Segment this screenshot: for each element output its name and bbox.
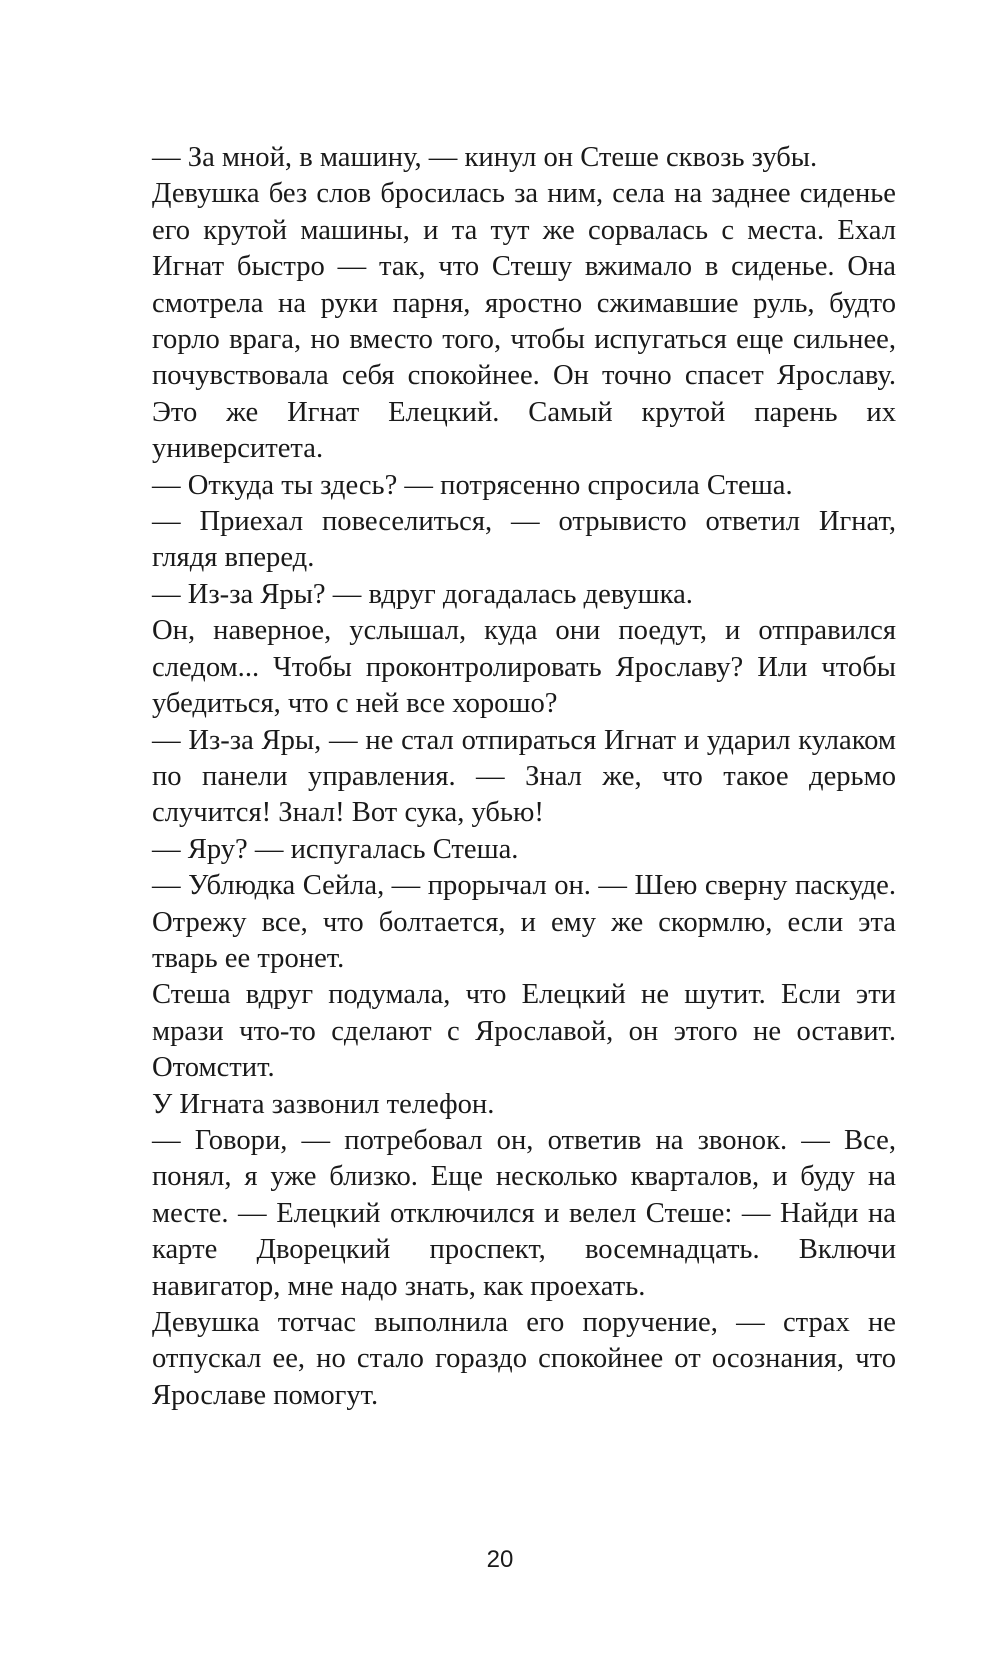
paragraph: — Приехал повеселиться, — отрывисто ответил Игнат, глядя вперед. — [152, 506, 896, 574]
paragraph: — Откуда ты здесь? — потрясенно спросила Стеша. — [152, 469, 793, 501]
page-number: 20 — [486, 1546, 514, 1573]
paragraph: — Говори, — потребовал он, ответив на звонок. — Все, понял, я уже близко. Еще несколько кварталов, и буду на месте. — Елецкий отключился и велел Стеше: — Найди на карте Дворецкий проспект, восемнадцать. Включи навигатор, мне надо знать, как проехать. — [152, 1124, 896, 1302]
paragraph: — За мной, в машину, — кинул он Стеше сквозь зубы. — [152, 142, 818, 173]
paragraph: Стеша вдруг подумала, что Елецкий не шутит. Если эти мрази что-то сделают с Ярославой, он этого не оставит. Отомстит. — [152, 979, 896, 1084]
paragraph: — Яру? — испугалась Стеша. — [152, 833, 519, 865]
paragraph: Девушка тотчас выполнила его поручение, — страх не отпускал ее, но стало гораздо спокойнее от осознания, что Ярославе помогут. — [152, 1307, 896, 1411]
paragraph: Он, наверное, услышал, куда они поедут, и отправился следом... Чтобы проконтролировать Ярославу? Или чтобы убедиться, что с ней все хорошо? — [152, 615, 896, 720]
paragraph: — Из-за Яры? — вдруг догадалась девушка. — [152, 578, 693, 610]
paragraph: У Игната зазвонил телефон. — [152, 1088, 495, 1120]
paragraph: — Из-за Яры, — не стал отпираться Игнат и ударил кулаком по панели управления. — Знал же, что такое дерьмо случится! Знал! Вот сука, убью! — [152, 724, 896, 829]
body-text — [152, 140, 896, 1414]
paragraph: Девушка без слов бросилась за ним, села на заднее сиденье его крутой машины, и та тут же сорвалась с места. Ехал Игнат быстро — так, что Стешу вжимало в сиденье. Она смотрела на руки парня, яростно сжимавшие руль, будто горло врага, но вместо того, чтобы испугаться еще сильнее, почувствовала себя спокойнее. Он точно спасет Ярославу. Это же Игнат Елецкий. Самый крутой парень их университета. — [152, 178, 896, 465]
paragraph: — Ублюдка Сейла, — прорычал он. — Шею сверну паскуде. Отрежу все, что болтается, и ему же скормлю, если эта тварь ее тронет. — [152, 870, 896, 974]
